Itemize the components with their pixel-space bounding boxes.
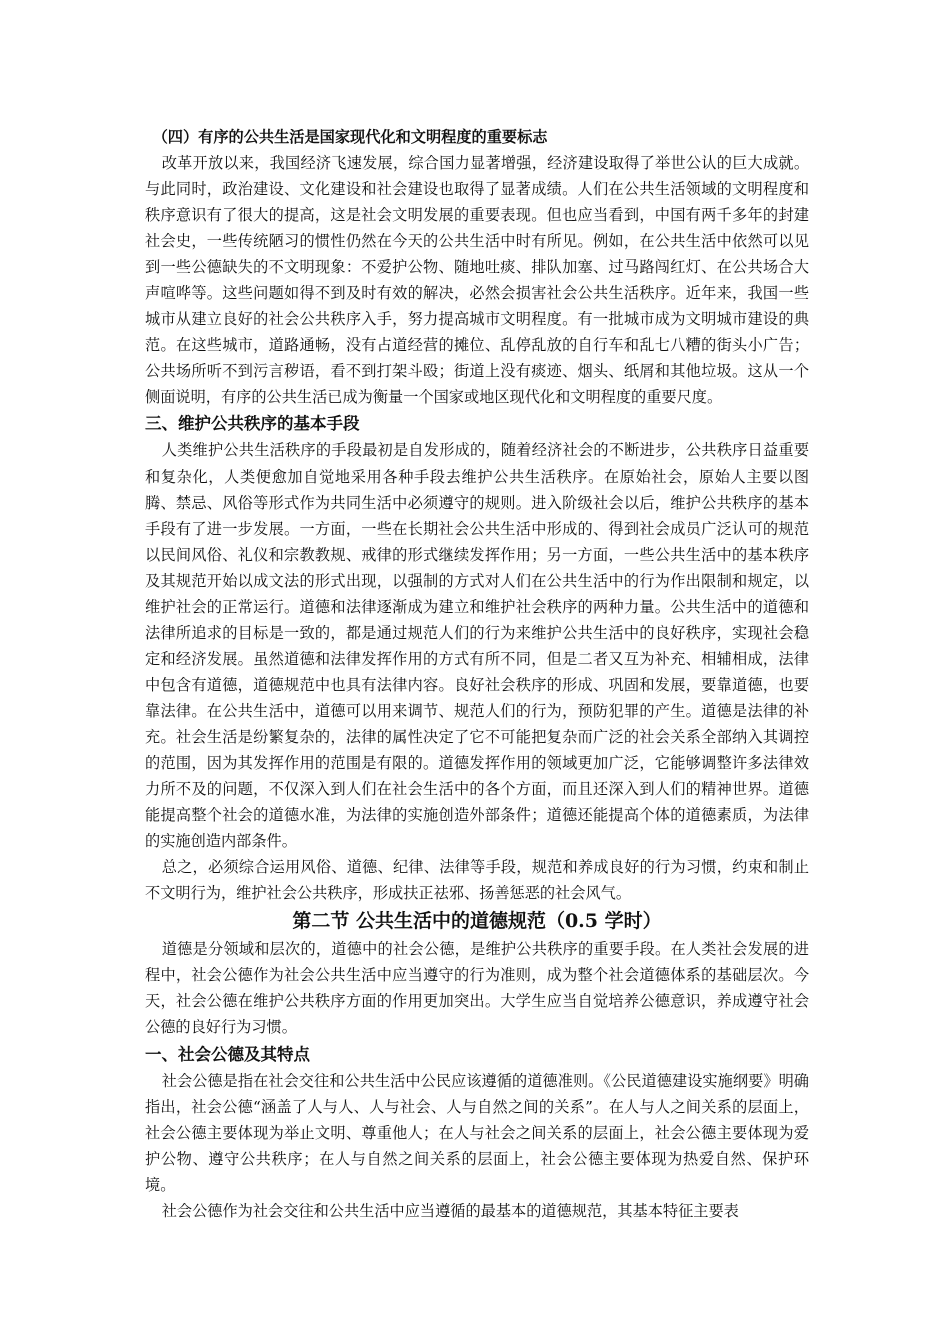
heading-section-one: 一、社会公德及其特点 bbox=[145, 1044, 310, 1064]
paragraph-section-two-intro: 道德是分领域和层次的，道德中的社会公德，是维护公共秩序的重要手段。在人类社会发展的进程中，社会公德作为社会公共生活中应当遵守的行为准则，成为整个社会道德体系的基础层次。今天，社会公德在维护公共秩序方面的作用更加突出。大学生应当自觉培养公德意识，养成遵守社会公德的良好行为习惯。 bbox=[145, 940, 809, 1037]
subheading-four: （四）有序的公共生活是国家现代化和文明程度的重要标志 bbox=[152, 128, 548, 146]
section-two-title: 第二节 公共生活中的道德规范（0.5 学时） bbox=[292, 910, 662, 933]
paragraph-public-life-modernization: 改革开放以来，我国经济飞速发展，综合国力显著增强，经济建设取得了举世公认的巨大成就。与此同时，政治建设、文化建设和社会建设也取得了显著成绩。人们在公共生活领域的文明程度和秩序意识有了很大的提高，这是社会文明发展的重要表现。但也应当看到，中国有两千多年的封建社会史，一些传统陋习的惯性仍然在今天的公共生活中时有所见。例如，在公共生活中依然可以见到一些公德缺失的不文明现象：不爱护公物、随地吐痰、排队加塞、过马路闯红灯、在公共场合大声喧哗等。这些问题如得不到及时有效的解决，必然会损害社会公共生活秩序。近年来，我国一些城市从建立良好的社会公共秩序入手，努力提高城市文明程度。有一批城市成为文明城市建设的典范。在这些城市，道路通畅，没有占道经营的摊位、乱停乱放的自行车和乱七八糟的街头小广告；公共场所听不到污言秽语，看不到打架斗殴；街道上没有痰迹、烟头、纸屑和其他垃圾。这从一个侧面说明，有序的公共生活已成为衡量一个国家或地区现代化和文明程度的重要尺度。 bbox=[145, 154, 809, 407]
document-page bbox=[145, 124, 809, 1224]
paragraph-public-morality-definition: 社会公德是指在社会交往和公共生活中公民应该遵循的道德准则。《公民道德建设实施纲要》明确指出，社会公德“涵盖了人与人、人与社会、人与自然之间的关系”。在人与人之间关系的层面上，社会公德主要体现为举止文明、尊重他人；在人与社会之间关系的层面上，社会公德主要体现为爱护公物、遵守公共秩序；在人与自然之间关系的层面上，社会公德主要体现为热爱自然、保护环境。 bbox=[145, 1071, 809, 1194]
heading-section-three: 三、维护公共秩序的基本手段 bbox=[145, 414, 360, 434]
paragraph-means-of-order: 人类维护公共生活秩序的手段最初是自发形成的，随着经济社会的不断进步，公共秩序日益重要和复杂化，人类便愈加自觉地采用各种手段去维护公共生活秩序。在原始社会，原始人主要以图腾、禁忌、风俗等形式作为共同生活中必须遵守的规则。进入阶级社会以后，维护公共秩序的基本手段有了进一步发展。一方面，一些在长期社会公共生活中形成的、得到社会成员广泛认可的规范以民间风俗、礼仪和宗教教规、戒律的形式继续发挥作用；另一方面，一些公共生活中的基本秩序及其规范开始以成文法的形式出现，以强制的方式对人们在公共生活中的行为作出限制和规定，以维护社会的正常运行。道德和法律逐渐成为建立和维护社会秩序的两种力量。公共生活中的道德和法律所追求的目标是一致的，都是通过规范人们的行为来维护公共生活中的良好秩序，实现社会稳定和经济发展。虽然道德和法律发挥作用的方式有所不同，但是二者又互为补充、相辅相成，法律中包含有道德，道德规范中也具有法律内容。良好社会秩序的形成、巩固和发展，要靠道德，也要靠法律。在公共生活中，道德可以用来调节、规范人们的行为，预防犯罪的产生。道德是法律的补充。社会生活是纷繁复杂的，法律的属性决定了它不可能把复杂而广泛的社会关系全部纳入其调控的范围，因为其发挥作用的范围是有限的。道德发挥作用的领域更加广泛，它能够调整许多法律效力所不及的问题，不仅深入到人们在社会生活中的各个方面，而且还深入到人们的精神世界。道德能提高整个社会的道德水准，为法律的实施创造外部条件；道德还能提高个体的道德素质，为法律的实施创造内部条件。 bbox=[145, 441, 809, 851]
paragraph-summary: 总之，必须综合运用风俗、道德、纪律、法律等手段，规范和养成良好的行为习惯，约束和制止不文明行为，维护社会公共秩序，形成扶正祛邪、扬善惩恶的社会风气。 bbox=[145, 858, 809, 903]
paragraph-public-morality-features: 社会公德作为社会交往和公共生活中应当遵循的最基本的道德规范，其基本特征主要表 bbox=[161, 1201, 739, 1220]
